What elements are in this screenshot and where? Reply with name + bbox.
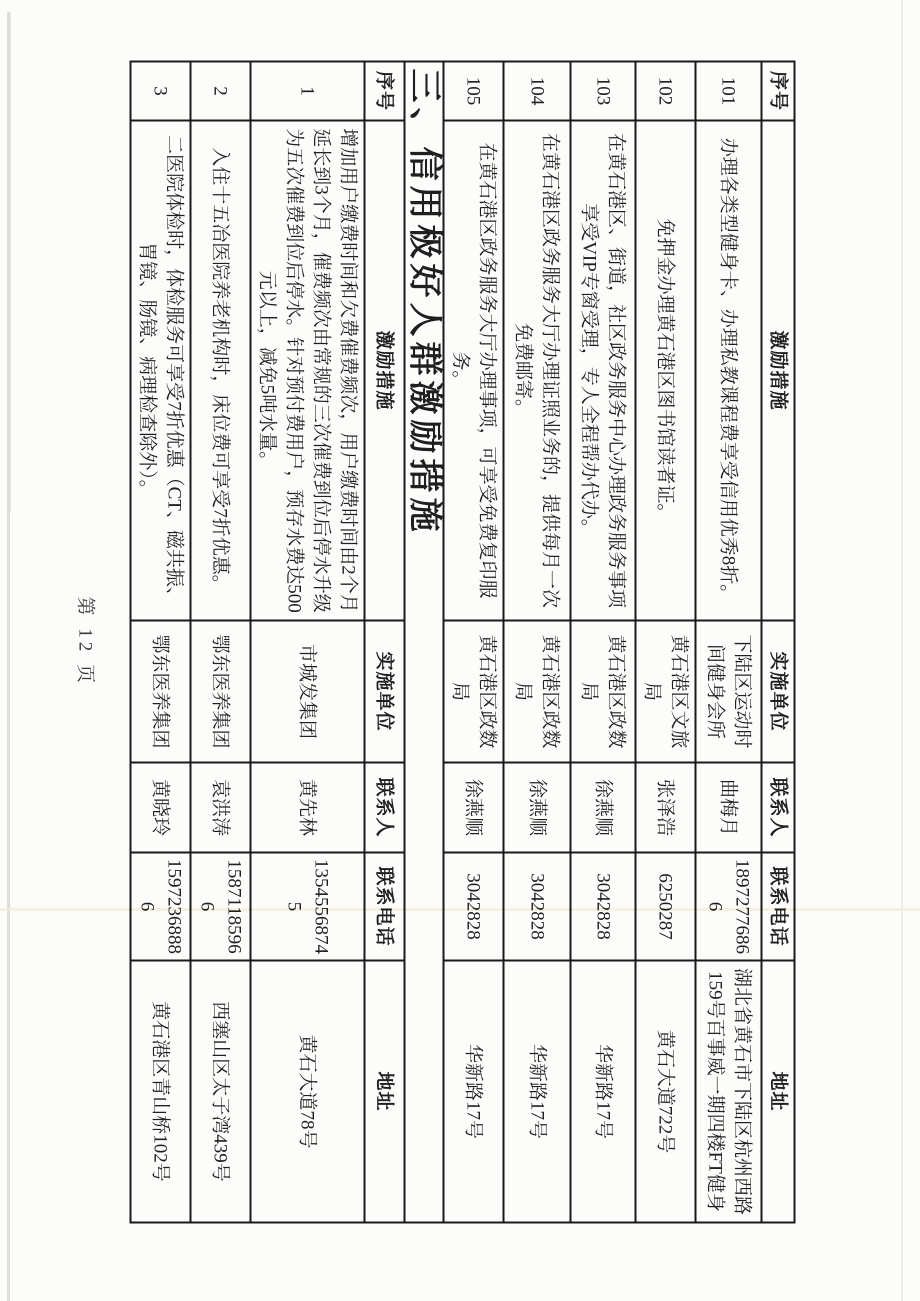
- contact-phone-cell: 15972368886: [131, 853, 191, 961]
- incentive-measure-cell: 入住十五冶医院养老机构时，床位费可享受7折优惠。: [191, 121, 251, 621]
- column-header-contact-person: 联系人: [762, 763, 795, 853]
- section-title-row: [405, 62, 444, 1223]
- serial-number-cell: 105: [444, 62, 504, 121]
- column-header-implementing-unit: 实施单位: [365, 621, 405, 763]
- address-cell: 华新路17号: [504, 961, 571, 1223]
- contact-person-cell: 徐燕顺: [444, 763, 504, 853]
- serial-number-cell: 103: [571, 62, 636, 121]
- column-header-serial-number: 序号: [365, 62, 405, 121]
- contact-person-cell: 张泽浩: [636, 763, 696, 853]
- serial-number-cell: 102: [636, 62, 696, 121]
- page-number: 第 12 页: [74, 596, 96, 688]
- table-row: [696, 62, 762, 1223]
- contact-person-cell: 黄晓玲: [131, 763, 191, 853]
- table-row: [444, 62, 504, 1223]
- incentive-measure-cell: 在黄石港区、街道，社区政务服务中心办理政务服务事项享受VIP专窗受理，专人全程帮办代办。: [571, 121, 636, 621]
- table-header-row: [365, 62, 405, 1223]
- table-row: [504, 62, 571, 1223]
- contact-phone-cell: 6250287: [636, 853, 696, 961]
- column-header-serial-number: 序号: [762, 62, 795, 121]
- table-row: [131, 62, 191, 1223]
- incentive-measure-cell: 增加用户缴费时间和欠费催费频次，用户缴费时间由2个月延长到3个月，催费频次由常规的三次催费到位后停水升级为五次催费到位后停水。针对预付费用户，预存水费达500元以上，减免5吨水量。: [251, 121, 365, 621]
- table-row: [571, 62, 636, 1223]
- contact-person-cell: 袁洪涛: [191, 763, 251, 853]
- section-title: 三、信用极好人群激励措施: [405, 62, 444, 1223]
- column-header-address: 地址: [762, 961, 795, 1223]
- column-header-implementing-unit: 实施单位: [762, 621, 795, 763]
- serial-number-cell: 101: [696, 62, 762, 121]
- incentive-measure-cell: 在黄石港区政务服务大厅办理证照业务的，提供每月一次免费邮寄。: [504, 121, 571, 621]
- contact-phone-cell: 3042828: [571, 853, 636, 961]
- incentive-measure-cell: 二医院体检时，体检服务可享受7折优惠（CT、磁共振、胃镜、肠镜、病理检查除外）。: [131, 121, 191, 621]
- implementing-unit-cell: 黄石港区文旅局: [636, 621, 696, 763]
- contact-person-cell: 黄先林: [251, 763, 365, 853]
- contact-person-cell: 曲梅月: [696, 763, 762, 853]
- contact-phone-cell: 3042828: [504, 853, 571, 961]
- incentive-table: [130, 61, 796, 1224]
- serial-number-cell: 3: [131, 62, 191, 121]
- table-row: [191, 62, 251, 1223]
- contact-person-cell: 徐燕顺: [504, 763, 571, 853]
- implementing-unit-cell: 市城发集团: [251, 621, 365, 763]
- address-cell: 湖北省黄石市下陆区杭州西路159号百事威一期四楼FT健身: [696, 961, 762, 1223]
- contact-phone-cell: 15871185966: [191, 853, 251, 961]
- address-cell: 华新路17号: [571, 961, 636, 1223]
- implementing-unit-cell: 鄂东医养集团: [131, 621, 191, 763]
- rotated-page-content: [1, 0, 920, 1301]
- column-header-incentive-measure: 激励措施: [762, 121, 795, 621]
- serial-number-cell: 104: [504, 62, 571, 121]
- incentive-measure-cell: 办理各类型健身卡、办理私教课程费享受信用优秀8折。: [696, 121, 762, 621]
- contact-phone-cell: 13545568745: [251, 853, 365, 961]
- implementing-unit-cell: 黄石港区政数局: [571, 621, 636, 763]
- column-header-contact-phone: 联系电话: [365, 853, 405, 961]
- column-header-contact-person: 联系人: [365, 763, 405, 853]
- column-header-incentive-measure: 激励措施: [365, 121, 405, 621]
- implementing-unit-cell: 下陆区运动时间健身会所: [696, 621, 762, 763]
- implementing-unit-cell: 黄石港区政数局: [444, 621, 504, 763]
- address-cell: 黄石港区青山桥102号: [131, 961, 191, 1223]
- contact-person-cell: 徐燕顺: [571, 763, 636, 853]
- column-header-address: 地址: [365, 961, 405, 1223]
- address-cell: 黄石大道722号: [636, 961, 696, 1223]
- address-cell: 华新路17号: [444, 961, 504, 1223]
- address-cell: 西塞山区太子湾439号: [191, 961, 251, 1223]
- address-cell: 黄石大道78号: [251, 961, 365, 1223]
- contact-phone-cell: 18972776866: [696, 853, 762, 961]
- table-header-row: [762, 62, 795, 1223]
- serial-number-cell: 1: [251, 62, 365, 121]
- serial-number-cell: 2: [191, 62, 251, 121]
- implementing-unit-cell: 鄂东医养集团: [191, 621, 251, 763]
- contact-phone-cell: 3042828: [444, 853, 504, 961]
- table-row: [251, 62, 365, 1223]
- incentive-measure-cell: 在黄石港区政务服务大厅办理事项，可享受免费复印服务。: [444, 121, 504, 621]
- table-row: [636, 62, 696, 1223]
- column-header-contact-phone: 联系电话: [762, 853, 795, 961]
- implementing-unit-cell: 黄石港区政数局: [504, 621, 571, 763]
- incentive-measure-cell: 免押金办理黄石港区图书馆读者证。: [636, 121, 696, 621]
